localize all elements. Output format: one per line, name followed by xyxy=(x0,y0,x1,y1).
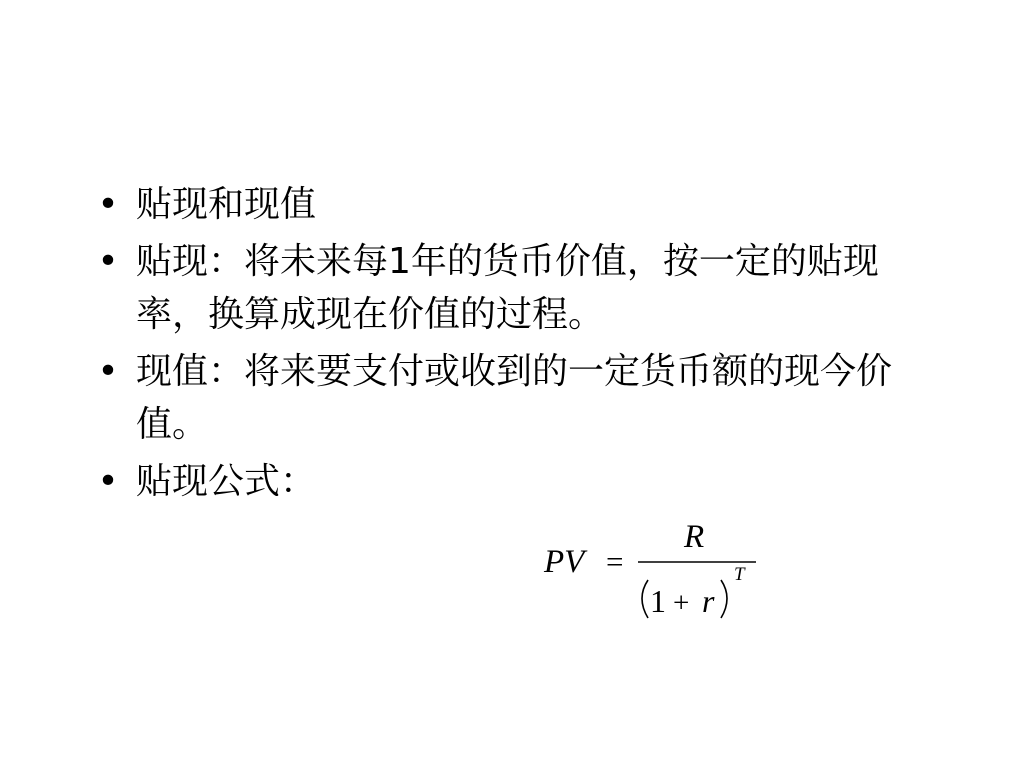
bullet-text: 贴现：将未来每1年的货币价值，按一定的贴现率，换算成现在价值的过程。 xyxy=(136,241,879,335)
left-paren xyxy=(642,580,648,618)
bullet-dot: • xyxy=(97,241,119,282)
bullet-item-present-value xyxy=(96,345,936,451)
formula-exponent: T xyxy=(734,564,745,585)
formula-numerator: R xyxy=(684,519,705,555)
bullet-item-discount xyxy=(96,235,936,341)
bullet-item-heading xyxy=(96,178,936,231)
bullet-item-formula-label xyxy=(96,455,936,508)
bullet-text: 贴现和现值 xyxy=(136,184,317,225)
bullet-dot: • xyxy=(97,184,119,225)
discount-formula xyxy=(544,514,784,634)
bullet-list xyxy=(96,178,936,512)
right-paren xyxy=(721,580,727,618)
bullet-text: 贴现公式： xyxy=(136,461,317,502)
bullet-dot: • xyxy=(97,461,119,502)
formula-one: 1 xyxy=(650,583,666,619)
formula-svg xyxy=(544,514,784,634)
formula-lhs: PV xyxy=(544,544,585,580)
bullet-text: 现值：将来要支付或收到的一定货币额的现今价值。 xyxy=(136,351,893,445)
formula-rate: r xyxy=(702,583,715,619)
bullet-dot: • xyxy=(97,351,119,392)
formula-plus: + xyxy=(673,587,690,619)
formula-equals: = xyxy=(606,544,624,579)
